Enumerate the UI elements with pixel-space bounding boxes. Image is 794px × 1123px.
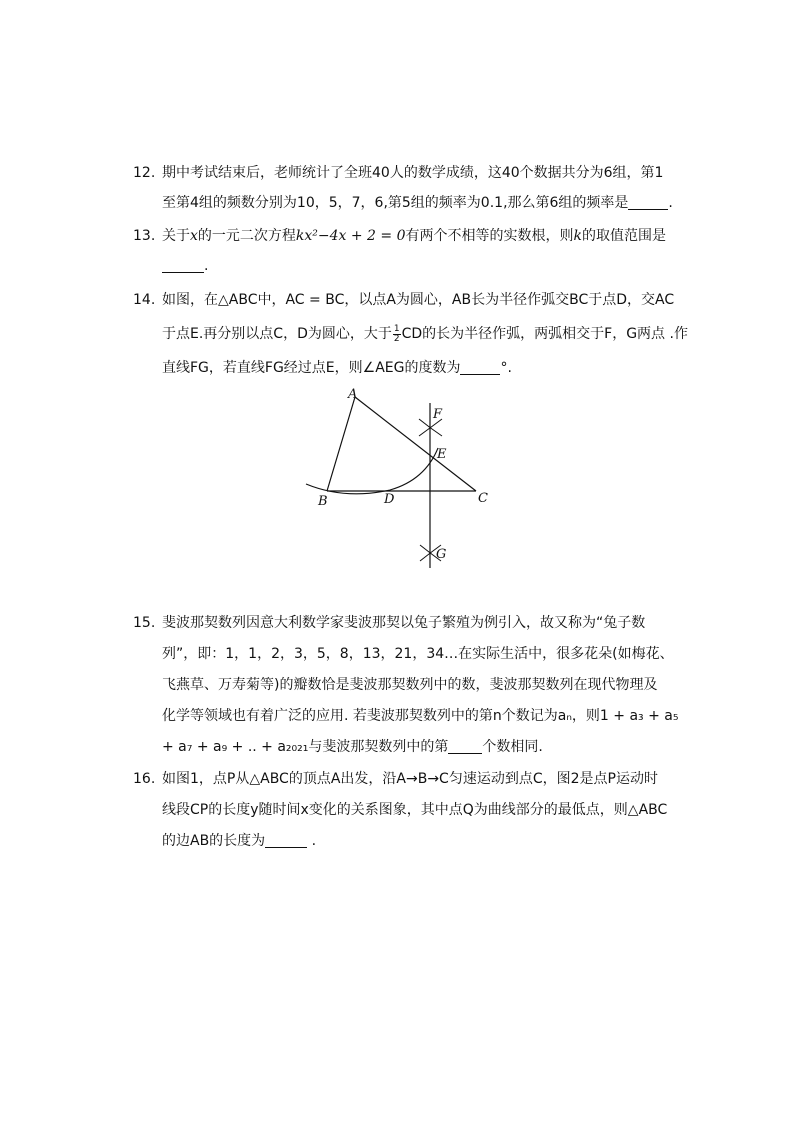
- q13-text-d: 的取值范围是: [582, 228, 666, 244]
- label-G: G: [436, 547, 447, 562]
- q12-line-1: 期中考试结束后，老师统计了全班40人的数学成绩，这40个数据共分为6组，第1: [162, 165, 664, 181]
- q13-var-k: k: [573, 228, 582, 244]
- q13-line-2: [162, 256, 208, 276]
- q16-line-1: 如图1，点P从△ABC的顶点A出发，沿A→B→C匀速运动到点C，图2是点P运动时: [162, 771, 658, 787]
- answer-blank: [628, 195, 668, 210]
- q16-line-3-end: .: [307, 833, 317, 849]
- q13-text-b: 的一元二次方程: [197, 228, 296, 244]
- q13-var-x: x: [190, 228, 198, 244]
- segment-AB: [327, 397, 355, 491]
- q15-text-a: + a₇ + a₉ + .. + a₂₀₂₁与斐波那契数列中的第: [162, 739, 449, 755]
- label-B: B: [318, 494, 328, 509]
- fraction-one-half: [393, 325, 401, 344]
- q12-line-2-end: .: [668, 195, 673, 211]
- q13-text-c: 有两个不相等的实数根，则: [405, 228, 574, 244]
- q12-line-2: [162, 193, 673, 213]
- q15-line-4: 化学等领域也有着广泛的应用. 若斐波那契数列中的第n个数记为aₙ，则1 + a₃ + a₅: [162, 708, 679, 724]
- q15-line-5: [162, 737, 543, 757]
- segment-AC: [355, 397, 476, 491]
- q16-line-3: [162, 831, 316, 851]
- q15-line-1: 斐波那契数列因意大利数学家斐波那契以兔子繁殖为例引入，故又称为“兔子数: [162, 615, 646, 631]
- q16-line-2: 线段CP的长度y随时间x变化的关系图象，其中点Q为曲线部分的最低点，则△ABC: [162, 802, 668, 818]
- q13-line-1: [162, 226, 666, 246]
- q15-line-3: 飞燕草、万寿菊等)的瓣数恰是斐波那契数列中的数，斐波那契数列在现代物理及: [162, 677, 658, 693]
- q14-text-b: CD的长为半径作弧，两弧相交于F，G两点 .作: [401, 326, 688, 342]
- q13-line-2-end: .: [204, 258, 209, 274]
- q14-text-c: 直线FG，若直线FG经过点E，则∠AEG的度数为: [162, 360, 461, 376]
- fraction-numerator: 1: [393, 323, 400, 334]
- q14-geometry-figure: [300, 380, 500, 575]
- label-F: F: [433, 407, 443, 422]
- label-D: D: [384, 492, 395, 507]
- q16-text-a: 的边AB的长度为: [162, 833, 266, 849]
- q16-number: 16.: [133, 771, 156, 787]
- arc-centered-A: [306, 448, 438, 494]
- q14-text-a: 于点E.再分别以点C，D为圆心，大于: [162, 326, 392, 342]
- q14-line-1: 如图，在△ABC中，AC = BC，以点A为圆心，AB长为半径作弧交BC于点D，交AC: [162, 292, 675, 308]
- label-A: A: [348, 387, 358, 402]
- q15-line-2: 列”，即：1，1，2，3，5，8，13，21，34…在实际生活中，很多花朵(如梅花、: [162, 646, 674, 662]
- fraction-denominator: 2: [393, 333, 400, 344]
- answer-blank: [460, 360, 500, 375]
- q14-number: 14.: [133, 292, 156, 308]
- q15-number: 15.: [133, 615, 156, 631]
- q13-number: 13.: [133, 228, 156, 244]
- answer-blank: [448, 739, 482, 754]
- q12-number: 12.: [133, 165, 156, 181]
- q15-line-5-end: 个数相同.: [482, 739, 543, 755]
- q12-line-2-text: 至第4组的频数分别为10，5，7，6,第5组的频率为0.1,那么第6组的频率是: [162, 195, 629, 211]
- q14-line-3-end: °.: [500, 360, 512, 376]
- q13-equation: kx²−4x + 2 = 0: [295, 228, 406, 244]
- q14-line-3: [162, 358, 512, 378]
- answer-blank: [265, 833, 307, 848]
- answer-blank: [162, 258, 204, 273]
- label-C: C: [478, 491, 488, 506]
- label-E: E: [437, 447, 447, 462]
- q14-line-2: [162, 324, 688, 344]
- q13-text-a: 关于: [162, 228, 190, 244]
